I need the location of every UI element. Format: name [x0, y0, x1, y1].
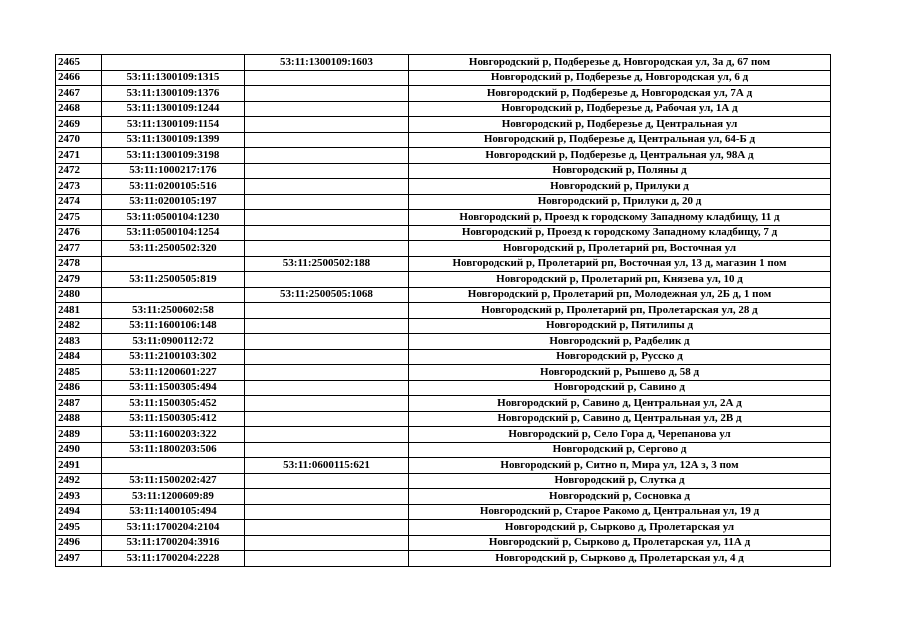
premises-cadastral-cell	[245, 318, 409, 334]
row-number-cell: 2495	[56, 520, 102, 536]
row-number-cell: 2486	[56, 380, 102, 396]
address-cell: Новгородский р, Ситно п, Мира ул, 12А з, 3 пом	[409, 458, 831, 474]
address-cell: Новгородский р, Савино д, Центральная ул, 2А д	[409, 396, 831, 412]
address-cell: Новгородский р, Поляны д	[409, 163, 831, 179]
table-row	[56, 473, 831, 489]
address-cell: Новгородский р, Сырково д, Пролетарская ул, 11А д	[409, 535, 831, 551]
row-number-cell: 2487	[56, 396, 102, 412]
premises-cadastral-cell	[245, 489, 409, 505]
table-row	[56, 504, 831, 520]
address-cell: Новгородский р, Проезд к городскому Западному кладбищу, 7 д	[409, 225, 831, 241]
cadastral-number-cell: 53:11:1300109:1376	[102, 86, 245, 102]
cadastral-number-cell: 53:11:0200105:516	[102, 179, 245, 195]
premises-cadastral-cell	[245, 365, 409, 381]
row-number-cell: 2491	[56, 458, 102, 474]
row-number-cell: 2476	[56, 225, 102, 241]
address-cell: Новгородский р, Пролетарий рп, Восточная ул	[409, 241, 831, 257]
row-number-cell: 2489	[56, 427, 102, 443]
table-row	[56, 380, 831, 396]
row-number-cell: 2472	[56, 163, 102, 179]
table-row	[56, 163, 831, 179]
table-row	[56, 520, 831, 536]
premises-cadastral-cell	[245, 117, 409, 133]
address-cell: Новгородский р, Русско д	[409, 349, 831, 365]
premises-cadastral-cell	[245, 427, 409, 443]
table-row	[56, 179, 831, 195]
premises-cadastral-cell: 53:11:2500505:1068	[245, 287, 409, 303]
address-cell: Новгородский р, Подберезье д, Центральная ул, 98А д	[409, 148, 831, 164]
address-cell: Новгородский р, Подберезье д, Новгородская ул, 6 д	[409, 70, 831, 86]
cadastral-number-cell	[102, 256, 245, 272]
row-number-cell: 2469	[56, 117, 102, 133]
premises-cadastral-cell: 53:11:1300109:1603	[245, 55, 409, 71]
row-number-cell: 2485	[56, 365, 102, 381]
premises-cadastral-cell	[245, 241, 409, 257]
table-row	[56, 55, 831, 71]
cadastral-number-cell: 53:11:0500104:1230	[102, 210, 245, 226]
address-cell: Новгородский р, Подберезье д, Рабочая ул, 1А д	[409, 101, 831, 117]
address-cell: Новгородский р, Сырково д, Пролетарская ул, 4 д	[409, 551, 831, 567]
table-row	[56, 349, 831, 365]
table-row	[56, 272, 831, 288]
premises-cadastral-cell	[245, 396, 409, 412]
table-row	[56, 396, 831, 412]
row-number-cell: 2478	[56, 256, 102, 272]
table-row	[56, 225, 831, 241]
row-number-cell: 2481	[56, 303, 102, 319]
cadastral-number-cell: 53:11:1500305:494	[102, 380, 245, 396]
table-row	[56, 489, 831, 505]
address-cell: Новгородский р, Сырково д, Пролетарская ул	[409, 520, 831, 536]
cadastral-number-cell: 53:11:1700204:2104	[102, 520, 245, 536]
address-cell: Новгородский р, Пролетарий рп, Молодежная ул, 2Б д, 1 пом	[409, 287, 831, 303]
row-number-cell: 2483	[56, 334, 102, 350]
table-row	[56, 427, 831, 443]
address-cell: Новгородский р, Прилуки д	[409, 179, 831, 195]
row-number-cell: 2479	[56, 272, 102, 288]
address-cell: Новгородский р, Подберезье д, Центральная ул, 64-Б д	[409, 132, 831, 148]
table-row	[56, 411, 831, 427]
row-number-cell: 2466	[56, 70, 102, 86]
premises-cadastral-cell	[245, 194, 409, 210]
table-row	[56, 117, 831, 133]
cadastral-number-cell: 53:11:1300109:1399	[102, 132, 245, 148]
cadastral-number-cell: 53:11:2500602:58	[102, 303, 245, 319]
address-cell: Новгородский р, Пятилипы д	[409, 318, 831, 334]
table-row	[56, 101, 831, 117]
row-number-cell: 2468	[56, 101, 102, 117]
row-number-cell: 2474	[56, 194, 102, 210]
row-number-cell: 2473	[56, 179, 102, 195]
table-row	[56, 318, 831, 334]
row-number-cell: 2484	[56, 349, 102, 365]
address-cell: Новгородский р, Прилуки д, 20 д	[409, 194, 831, 210]
cadastral-number-cell: 53:11:1500305:412	[102, 411, 245, 427]
cadastral-number-cell: 53:11:1300109:1154	[102, 117, 245, 133]
address-cell: Новгородский р, Подберезье д, Новгородская ул, 3а д, 67 пом	[409, 55, 831, 71]
cadastral-number-cell: 53:11:1000217:176	[102, 163, 245, 179]
address-cell: Новгородский р, Савино д	[409, 380, 831, 396]
cadastral-number-cell: 53:11:1300109:1315	[102, 70, 245, 86]
table-row	[56, 535, 831, 551]
row-number-cell: 2475	[56, 210, 102, 226]
row-number-cell: 2490	[56, 442, 102, 458]
table-row	[56, 148, 831, 164]
table-row	[56, 132, 831, 148]
premises-cadastral-cell	[245, 473, 409, 489]
row-number-cell: 2492	[56, 473, 102, 489]
cadastral-number-cell: 53:11:0900112:72	[102, 334, 245, 350]
premises-cadastral-cell	[245, 86, 409, 102]
cadastral-number-cell	[102, 458, 245, 474]
table-row	[56, 442, 831, 458]
row-number-cell: 2471	[56, 148, 102, 164]
premises-cadastral-cell	[245, 349, 409, 365]
cadastral-number-cell: 53:11:2500502:320	[102, 241, 245, 257]
table-row	[56, 287, 831, 303]
premises-cadastral-cell	[245, 179, 409, 195]
address-cell: Новгородский р, Сергово д	[409, 442, 831, 458]
premises-cadastral-cell	[245, 535, 409, 551]
premises-cadastral-cell	[245, 551, 409, 567]
table-row	[56, 70, 831, 86]
table-row	[56, 256, 831, 272]
premises-cadastral-cell: 53:11:0600115:621	[245, 458, 409, 474]
premises-cadastral-cell	[245, 272, 409, 288]
row-number-cell: 2470	[56, 132, 102, 148]
row-number-cell: 2477	[56, 241, 102, 257]
cadastral-number-cell: 53:11:1800203:506	[102, 442, 245, 458]
cadastral-number-cell: 53:11:0500104:1254	[102, 225, 245, 241]
cadastral-number-cell	[102, 287, 245, 303]
premises-cadastral-cell	[245, 442, 409, 458]
cadastral-number-cell: 53:11:1600203:322	[102, 427, 245, 443]
premises-cadastral-cell	[245, 163, 409, 179]
address-cell: Новгородский р, Пролетарий рп, Восточная ул, 13 д, магазин 1 пом	[409, 256, 831, 272]
address-cell: Новгородский р, Село Гора д, Черепанова ул	[409, 427, 831, 443]
registry-table	[55, 54, 831, 567]
premises-cadastral-cell	[245, 380, 409, 396]
row-number-cell: 2480	[56, 287, 102, 303]
cadastral-number-cell: 53:11:1300109:3198	[102, 148, 245, 164]
table-row	[56, 241, 831, 257]
premises-cadastral-cell	[245, 303, 409, 319]
premises-cadastral-cell	[245, 504, 409, 520]
table-row	[56, 86, 831, 102]
row-number-cell: 2465	[56, 55, 102, 71]
table-row	[56, 365, 831, 381]
address-cell: Новгородский р, Проезд к городскому Западному кладбищу, 11 д	[409, 210, 831, 226]
cadastral-number-cell: 53:11:1200609:89	[102, 489, 245, 505]
premises-cadastral-cell	[245, 520, 409, 536]
table-row	[56, 551, 831, 567]
premises-cadastral-cell	[245, 148, 409, 164]
premises-cadastral-cell	[245, 334, 409, 350]
address-cell: Новгородский р, Рышево д, 58 д	[409, 365, 831, 381]
row-number-cell: 2488	[56, 411, 102, 427]
table-row	[56, 458, 831, 474]
cadastral-number-cell: 53:11:1500305:452	[102, 396, 245, 412]
address-cell: Новгородский р, Сосновка д	[409, 489, 831, 505]
address-cell: Новгородский р, Подберезье д, Новгородская ул, 7А д	[409, 86, 831, 102]
cadastral-number-cell: 53:11:1200601:227	[102, 365, 245, 381]
premises-cadastral-cell	[245, 210, 409, 226]
cadastral-number-cell: 53:11:0200105:197	[102, 194, 245, 210]
cadastral-number-cell: 53:11:1600106:148	[102, 318, 245, 334]
address-cell: Новгородский р, Пролетарий рп, Пролетарская ул, 28 д	[409, 303, 831, 319]
table-row	[56, 334, 831, 350]
address-cell: Новгородский р, Подберезье д, Центральная ул	[409, 117, 831, 133]
address-cell: Новгородский р, Савино д, Центральная ул, 2В д	[409, 411, 831, 427]
row-number-cell: 2496	[56, 535, 102, 551]
table-row	[56, 210, 831, 226]
premises-cadastral-cell: 53:11:2500502:188	[245, 256, 409, 272]
address-cell: Новгородский р, Старое Ракомо д, Центральная ул, 19 д	[409, 504, 831, 520]
row-number-cell: 2482	[56, 318, 102, 334]
cadastral-number-cell	[102, 55, 245, 71]
address-cell: Новгородский р, Радбелик д	[409, 334, 831, 350]
row-number-cell: 2493	[56, 489, 102, 505]
premises-cadastral-cell	[245, 101, 409, 117]
cadastral-number-cell: 53:11:2100103:302	[102, 349, 245, 365]
premises-cadastral-cell	[245, 132, 409, 148]
row-number-cell: 2497	[56, 551, 102, 567]
address-cell: Новгородский р, Пролетарий рп, Князева ул, 10 д	[409, 272, 831, 288]
premises-cadastral-cell	[245, 411, 409, 427]
premises-cadastral-cell	[245, 70, 409, 86]
premises-cadastral-cell	[245, 225, 409, 241]
cadastral-number-cell: 53:11:1700204:2228	[102, 551, 245, 567]
cadastral-number-cell: 53:11:1300109:1244	[102, 101, 245, 117]
registry-table-body	[56, 55, 831, 567]
row-number-cell: 2467	[56, 86, 102, 102]
cadastral-number-cell: 53:11:1700204:3916	[102, 535, 245, 551]
table-row	[56, 194, 831, 210]
row-number-cell: 2494	[56, 504, 102, 520]
table-row	[56, 303, 831, 319]
cadastral-number-cell: 53:11:2500505:819	[102, 272, 245, 288]
cadastral-number-cell: 53:11:1400105:494	[102, 504, 245, 520]
cadastral-number-cell: 53:11:1500202:427	[102, 473, 245, 489]
address-cell: Новгородский р, Слутка д	[409, 473, 831, 489]
